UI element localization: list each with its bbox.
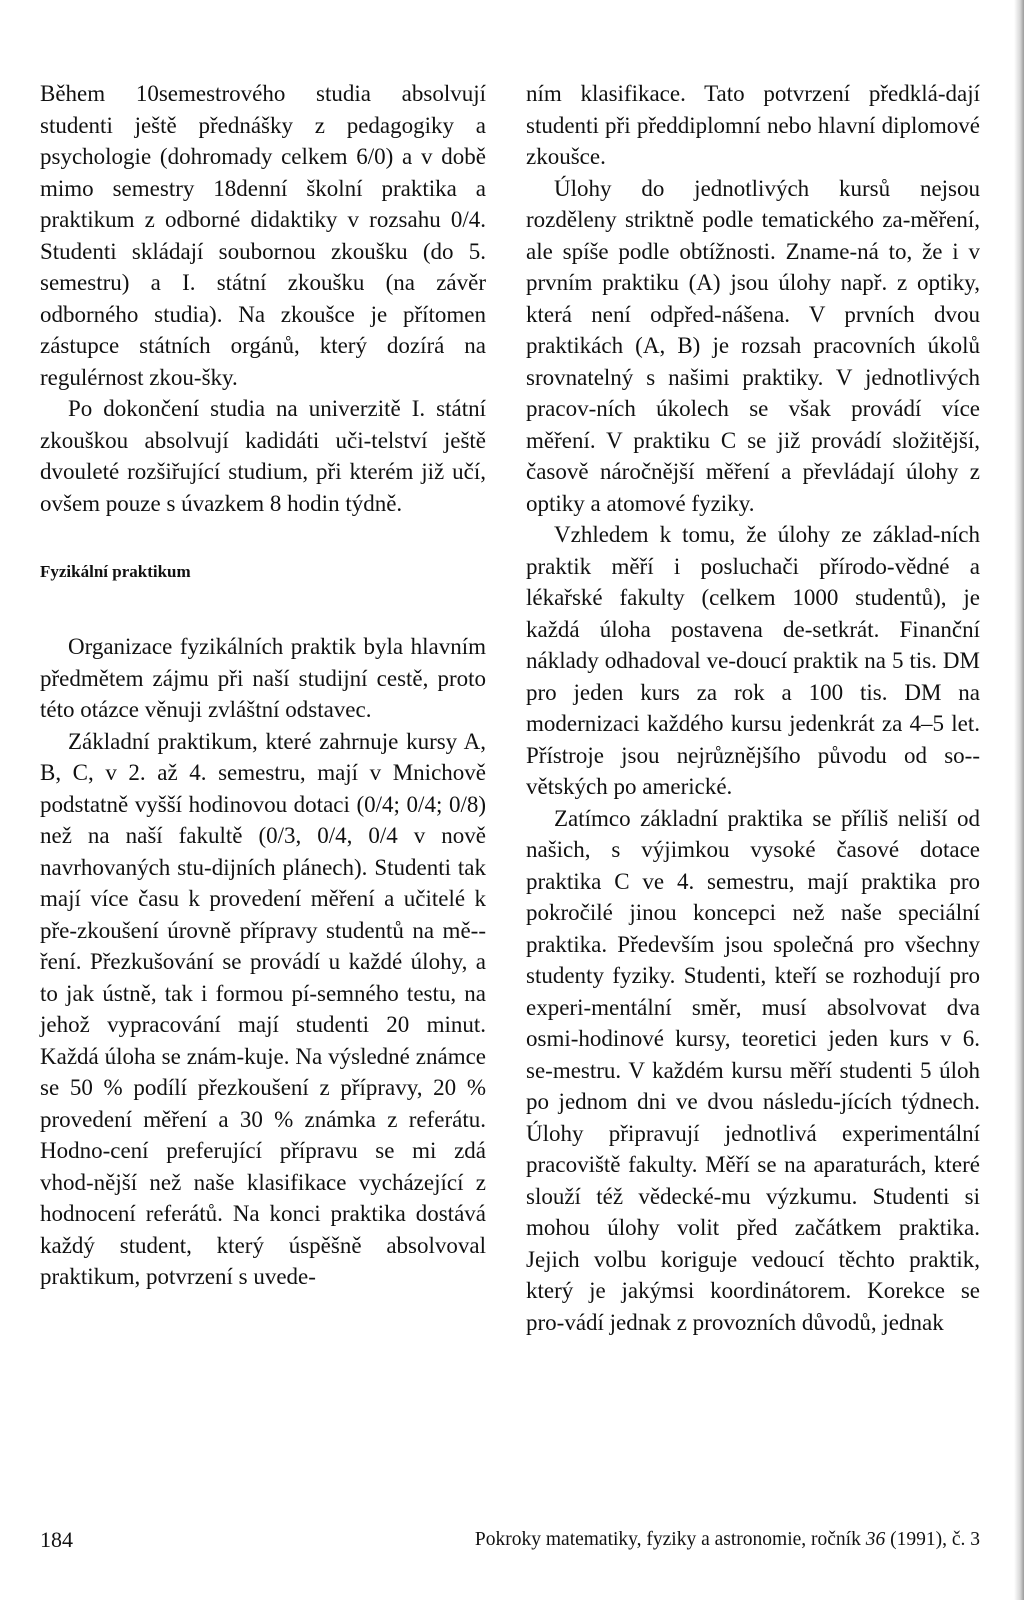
paragraph-tasks: Úlohy do jednotlivých kursů nejsou rozděleny striktně podle tematického za-měření, ale spíše podle obtížnosti. Zname-ná to, že i v prvním praktiku (A) jsou úlohy např. z optiky, která není odpřed-nášena. V prvních dvou praktikách (A, B) je rozsah pracovních úkolů srovnatelný s našimi praktiky. V jednotlivých pracov-ních úkolech se však provádí více měření. V praktiku C se již provádí složitější, časově náročnější měření a převládají úlohy z optiky a atomové fyziky.: [526, 175, 980, 516]
paragraph-after-graduation: Po dokončení studia na univerzitě I. státní zkouškou absolvují kadidáti uči-telství ještě dvouleté rozšiřující studium, při kterém již učí, ovšem pouze s úvazkem 8 hodin týdně.: [40, 396, 486, 516]
journal-suffix: (1991), č. 3: [885, 1529, 980, 1550]
page-number: 184: [40, 1527, 73, 1552]
paragraph-basic-practicum: Základní praktikum, které zahrnuje kursy A, B, C, v 2. až 4. semestru, mají v Mnichově podstatně vyšší hodinovou dotaci (0/4; 0/4; 0/8) než na naší fakultě (0/3, 0/4, 0/4 v nově navrhovaných stu-dijních plánech). Studenti tak mají více času k provedení měření a učitelé k pře-zkoušení úrovně přípravy studentů na mě-ření. Přezkušování se provádí u každé úlohy, a to jak ústně, tak i formou pí-semného testu, na jehož vypracování mají studenti 20 minut. Každá úloha se znám-kuje. Na výsledné známce se 50 % podílí přezkoušení z přípravy, 20 % provedení měření a 30 % známka z referátu. Hodno-cení preferující přípravu se mi zdá vhod-nější než naše klasifikace vycházející z hodnocení referátů. Na konci praktika dostává každý student, který úspěšně absolvoval praktikum, potvrzení s uvede-: [40, 728, 486, 1289]
journal-prefix: Pokroky matematiky, fyziky a astronomie, ročník: [474, 1529, 866, 1550]
paragraph-costs: Vzhledem k tomu, že úlohy ze základ-ních praktik měří i posluchači přírodo-vědné a lékařské fakulty (celkem 1000 studentů), je každá úloha postavena de-setkrát. Finanční náklady odhadoval ve-doucí praktik na 5 tis. DM pro jeden kurs za rok a 100 tis. DM na modernizaci každého kursu jedenkrát za 4–5 let. Přístroje jsou nejrůznějšího původu od so-větských po americké.: [526, 522, 980, 799]
paragraph-advanced-practicum: Zatímco základní praktika se příliš neliší od našich, s výjimkou vysoké časové dotace praktika C ve 4. semestru, mají praktika pro pokročilé jinou koncepci než naše speciální praktika. Především jsou společná pro všechny studenty fyziky. Studenti, kteří se rozhodují pro experi-mentální směr, musí absolvovat dva osmi-hodinové kursy, teoretici jeden kurs v 6. se-mestru. V každém kursu měří studenti 5 úloh po jednom dni ve dvou následu-jících týdnech. Úlohy připravují jednotlivá experimentální pracoviště fakulty. Měří se na aparaturách, které slouží též vědecké-mu výzkumu. Studenti si mohou úlohy volit před začátkem praktika. Jejich volbu koriguje vedoucí těchto praktik, který je jakýmsi koordinátorem. Korekce se pro-vádí jednak z provozních důvodů, jednak: [526, 805, 980, 1335]
left-column: [40, 78, 486, 1293]
journal-citation: [475, 1526, 980, 1554]
section-heading: Fyzikální praktikum: [40, 562, 191, 581]
journal-volume: 36: [865, 1529, 886, 1550]
right-column: [526, 78, 980, 1338]
paragraph-organization: Organizace fyzikálních praktik byla hlavním předmětem zájmu při naší studijní cestě, proto této otázce věnuji zvláštní odstavec.: [40, 634, 486, 722]
paragraph-studies: Během 10semestrového studia absolvují studenti ještě přednášky z pedagogiky a psychologie (dohromady celkem 6/0) a v době mimo semestry 18denní školní praktika a praktikum z odborné didaktiky v rozsahu 0/4. Studenti skládají soubornou zkoušku (do 5. semestru) a I. státní zkoušku (na závěr odborného studia). Na zkoušce je přítomen zástupce státních orgánů, který dozírá na regulérnost zkou-šky.: [40, 81, 486, 390]
paragraph-classification: ním klasifikace. Tato potvrzení předklá-dají studenti při předdiplomní nebo hlavní diplomové zkoušce.: [526, 81, 980, 169]
scan-edge-shadow: [1014, 0, 1024, 1600]
